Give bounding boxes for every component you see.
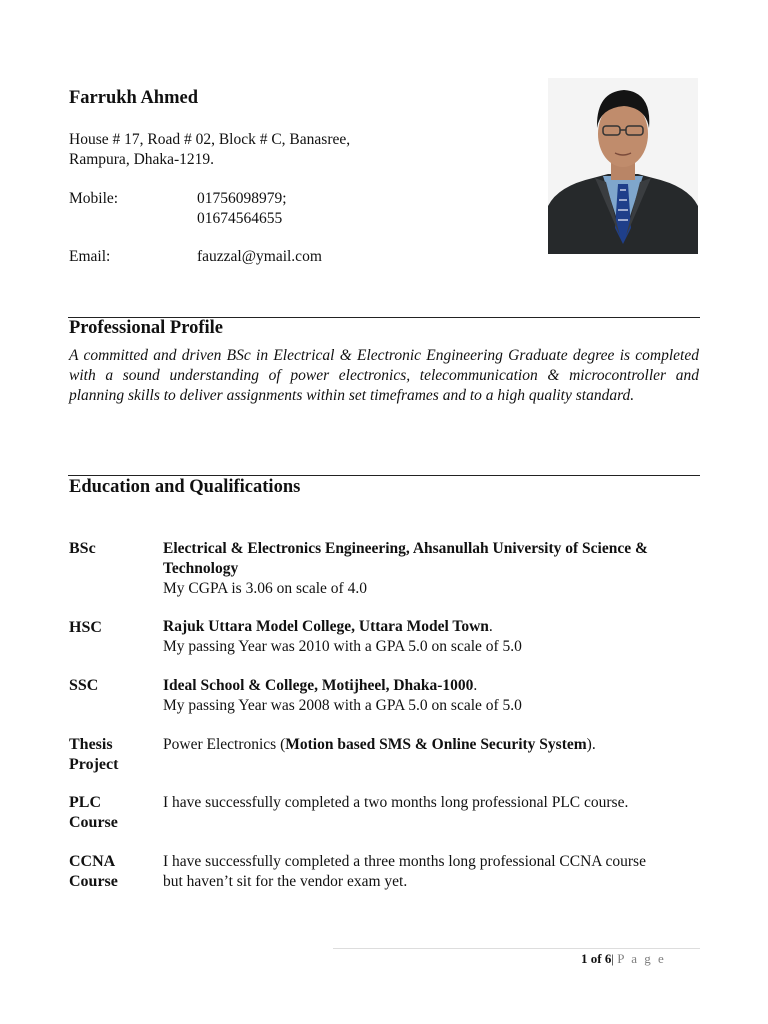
ccna-text-line-1: I have successfully completed a three months long professional CCNA course [163,853,646,870]
mobile-numbers [197,189,287,229]
ccna-label-line-2: Course [69,873,118,890]
degree-detail: My passing Year was 2008 with a GPA 5.0 on scale of 5.0 [163,697,522,714]
address-line-1: House # 17, Road # 02, Block # C, Banasree, [69,131,351,148]
thesis-title: Motion based SMS & Online Security System [285,736,587,753]
section-divider [68,475,700,476]
thesis-label-line-1: Thesis [69,736,113,753]
ccna-label-line-1: CCNA [69,853,116,870]
mobile-label: Mobile: [69,190,119,207]
page-word: P a g e [617,951,666,966]
candidate-name: Farrukh Ahmed [69,88,199,108]
ccna-label [69,852,118,892]
plc-label-line-2: Course [69,814,118,831]
address-line-2: Rampura, Dhaka-1219. [69,151,215,168]
thesis-field: Power Electronics ( [163,736,286,753]
degree-institution: Electrical & Electronics Engineering, Ahsanullah University of Science & Technology [163,540,648,577]
mobile-number-1: 01756098979; [197,190,287,207]
degree-institution: Rajuk Uttara Model College, Uttara Model Town [163,618,489,635]
degree-institution: Ideal School & College, Motijheel, Dhaka-1000 [163,677,474,694]
degree-entry-ssc: Ideal School & College, Motijheel, Dhaka-1000. My passing Year was 2008 with a GPA 5.0 on scale of 5.0 [163,676,733,716]
page-footer [581,951,666,967]
profile-heading: Professional Profile [69,318,223,338]
education-heading: Education and Qualifications [69,477,301,497]
plc-label [69,793,118,833]
footer-divider [333,948,700,949]
degree-label-hsc: HSC [69,619,102,636]
profile-photo [548,78,698,254]
thesis-label-line-2: Project [69,756,119,773]
address-block [69,130,350,170]
profile-summary: A committed and driven BSc in Electrical & Electronic Engineering Graduate degree is completed with a sound understanding of power electronics, telecommunication & microcontroller and planning skills to deliver assignments within set timeframes and to a high quality standard. [69,347,699,404]
page-separator: | [611,951,614,966]
degree-entry-bsc [163,539,723,599]
email-address: fauzzal@ymail.com [197,248,322,265]
email-label: Email: [69,248,111,265]
ccna-text-line-2: but haven’t sit for the vendor exam yet. [163,873,408,890]
ccna-entry [163,852,738,892]
thesis-label [69,735,118,775]
degree-label-bsc: BSc [69,540,96,557]
page-number: 1 of 6 [581,951,612,966]
thesis-entry [163,735,733,755]
degree-detail: My passing Year was 2010 with a GPA 5.0 on scale of 5.0 [163,638,522,655]
degree-entry-hsc: Rajuk Uttara Model College, Uttara Model Town. My passing Year was 2010 with a GPA 5.0 on scale of 5.0 [163,617,733,657]
plc-entry: I have successfully completed a two months long professional PLC course. [163,794,629,811]
thesis-suffix: ). [586,736,596,753]
plc-label-line-1: PLC [69,794,101,811]
degree-detail: My CGPA is 3.06 on scale of 4.0 [163,580,367,597]
degree-label-ssc: SSC [69,677,99,694]
mobile-number-2: 01674564655 [197,210,283,227]
